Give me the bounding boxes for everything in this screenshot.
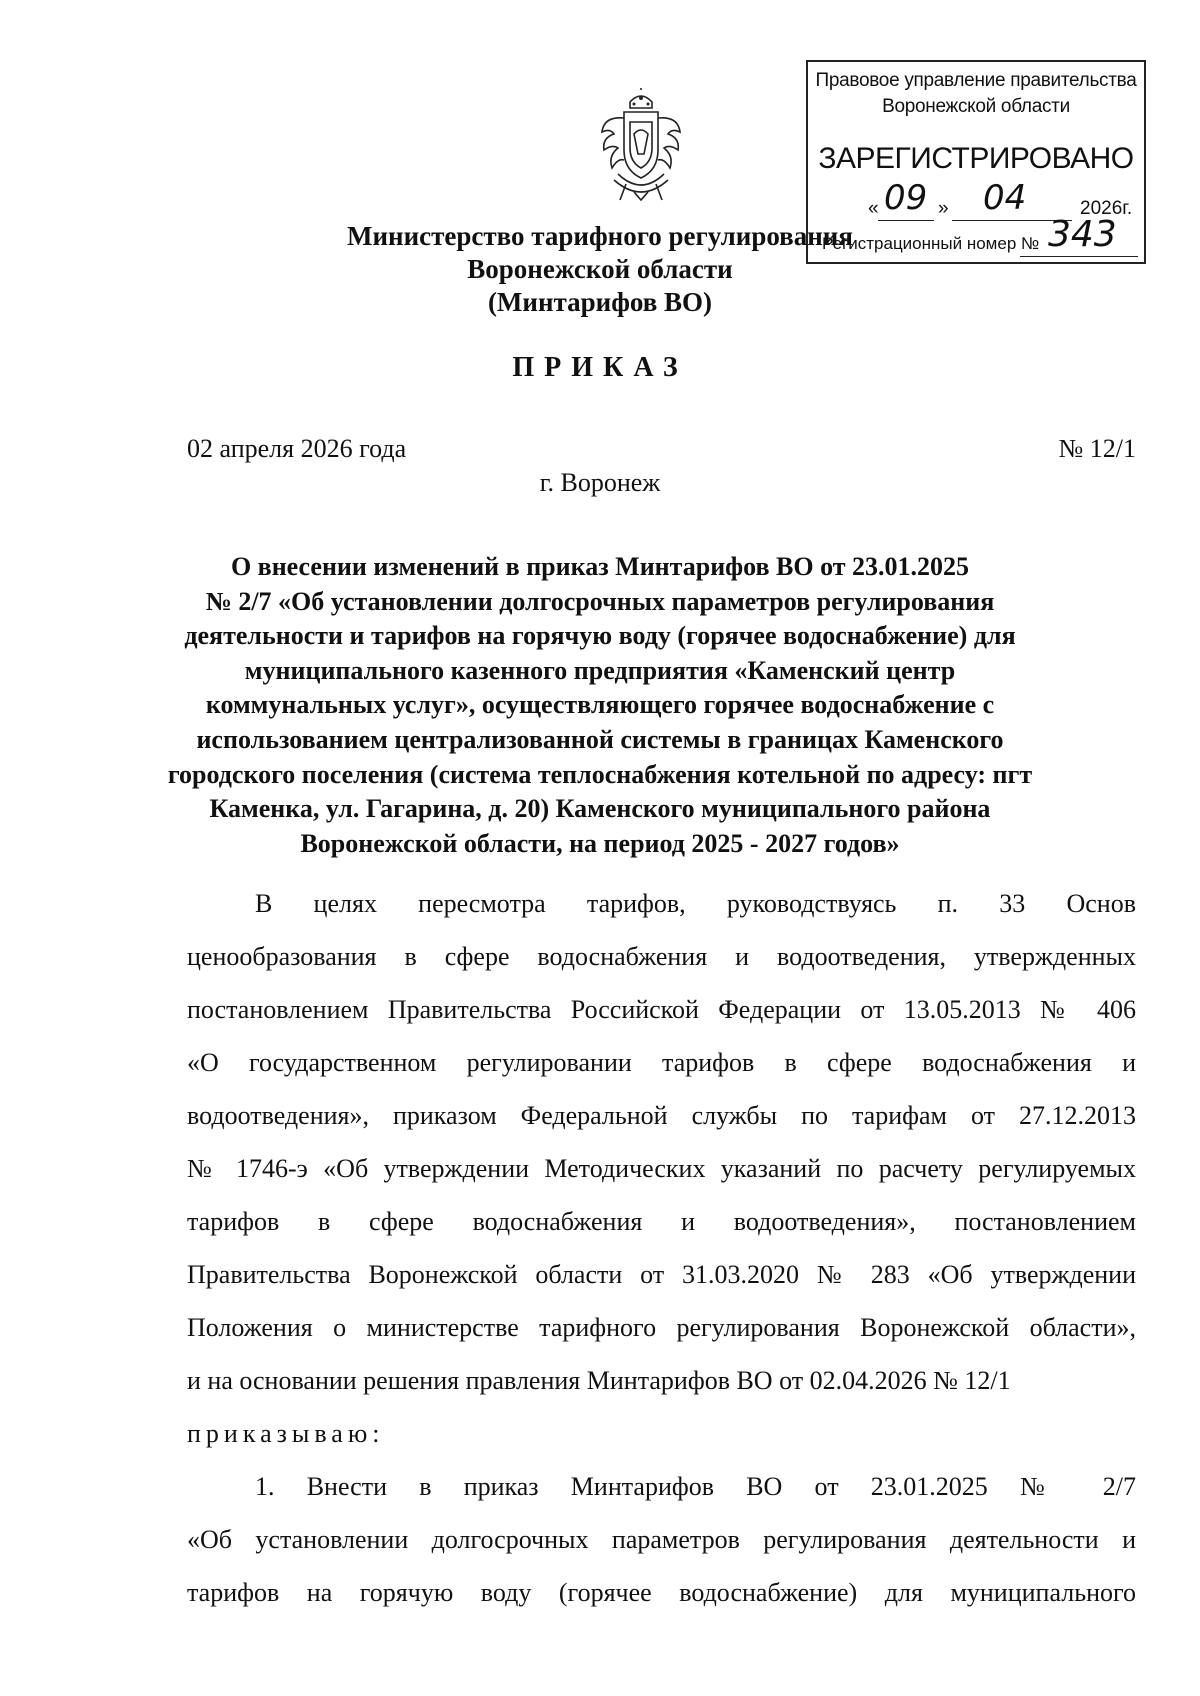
subject-line: О внесении изменений в приказ Минтарифов ВО от 23.01.2025: [230, 552, 970, 581]
subject-line: городского поселения (система теплоснабжения котельной по адресу: пгт: [167, 759, 1033, 789]
coat-of-arms-icon: [596, 88, 686, 206]
document-city: г. Воронеж: [539, 468, 661, 497]
body-line: Положения о министерстве тарифного регулирования Воронежской области»,: [187, 1313, 1136, 1342]
stamp-quote-open: «: [868, 198, 879, 219]
stamp-day: 09: [884, 178, 928, 218]
subject-line: № 2/7 «Об установлении долгосрочных параметров регулирования: [205, 586, 995, 616]
ministry-short-name: (Минтарифов ВО): [487, 287, 713, 317]
body-line-order: приказываю:: [187, 1419, 385, 1448]
stamp-number-underline: [1020, 256, 1138, 257]
stamp-registered-label: ЗАРЕГИСТРИРОВАНО: [818, 142, 1134, 175]
stamp-year: 2026г.: [1080, 198, 1133, 219]
subject-line: деятельности и тарифов на горячую воду (горячее водоснабжение) для: [184, 621, 1016, 651]
body-line: ценообразования в сфере водоснабжения и водоотведения, утвержденных: [187, 942, 1136, 971]
body-line: В целях пересмотра тарифов, руководствуясь п. 33 Основ: [255, 889, 1136, 918]
subject-line: муниципального казенного предприятия «Каменский центр: [244, 655, 956, 685]
subject-line: коммунальных услуг», осуществляющего горячее водоснабжение с: [205, 690, 995, 720]
ministry-name-line1: Министерство тарифного регулирования: [347, 221, 853, 251]
body-line: постановлением Правительства Российской Федерации от 13.05.2013 № 406: [187, 995, 1136, 1024]
stamp-reg-number-label: Регистрационный номер №: [822, 234, 1040, 253]
document-date: 02 апреля 2026 года: [187, 434, 407, 463]
stamp-month: 04: [983, 178, 1027, 218]
stamp-reg-number-value: 343: [1048, 214, 1117, 255]
body-line: № 1746-э «Об утверждении Методических указаний по расчету регулируемых: [187, 1154, 1136, 1183]
subject-line: Воронежской области, на период 2025 - 2027 годов»: [300, 828, 900, 858]
document-title: ПРИКАЗ: [512, 352, 688, 383]
document-subject: [150, 550, 1050, 861]
subject-line: использованием централизованной системы в границах Каменского: [196, 724, 1004, 754]
body-line: Правительства Воронежской области от 31.03.2020 № 283 «Об утверждении: [187, 1260, 1136, 1289]
body-line: тарифов на горячую воду (горячее водоснабжение) для муниципального: [187, 1578, 1136, 1607]
ministry-name-line2: Воронежской области: [467, 254, 733, 284]
stamp-authority-line1: Правовое управление правительства: [815, 70, 1137, 91]
body-line: водоотведения», приказом Федеральной службы по тарифам от 27.12.2013: [187, 1101, 1136, 1130]
stamp-quote-close: »: [938, 198, 949, 219]
stamp-authority-line2: Воронежской области: [882, 96, 1070, 117]
body-line: и на основании решения правления Минтарифов ВО от 02.04.2026 № 12/1: [187, 1366, 1011, 1395]
subject-line: Каменка, ул. Гагарина, д. 20) Каменского муниципального района: [209, 794, 991, 824]
body-line: «О государственном регулировании тарифов в сфере водоснабжения и: [187, 1048, 1136, 1077]
body-line: «Об установлении долгосрочных параметров регулирования деятельности и: [187, 1525, 1136, 1554]
document-number: № 12/1: [1058, 434, 1136, 463]
body-line: 1. Внести в приказ Минтарифов ВО от 23.01.2025 № 2/7: [255, 1472, 1136, 1501]
body-line: тарифов в сфере водоснабжения и водоотведения», постановлением: [187, 1207, 1136, 1236]
